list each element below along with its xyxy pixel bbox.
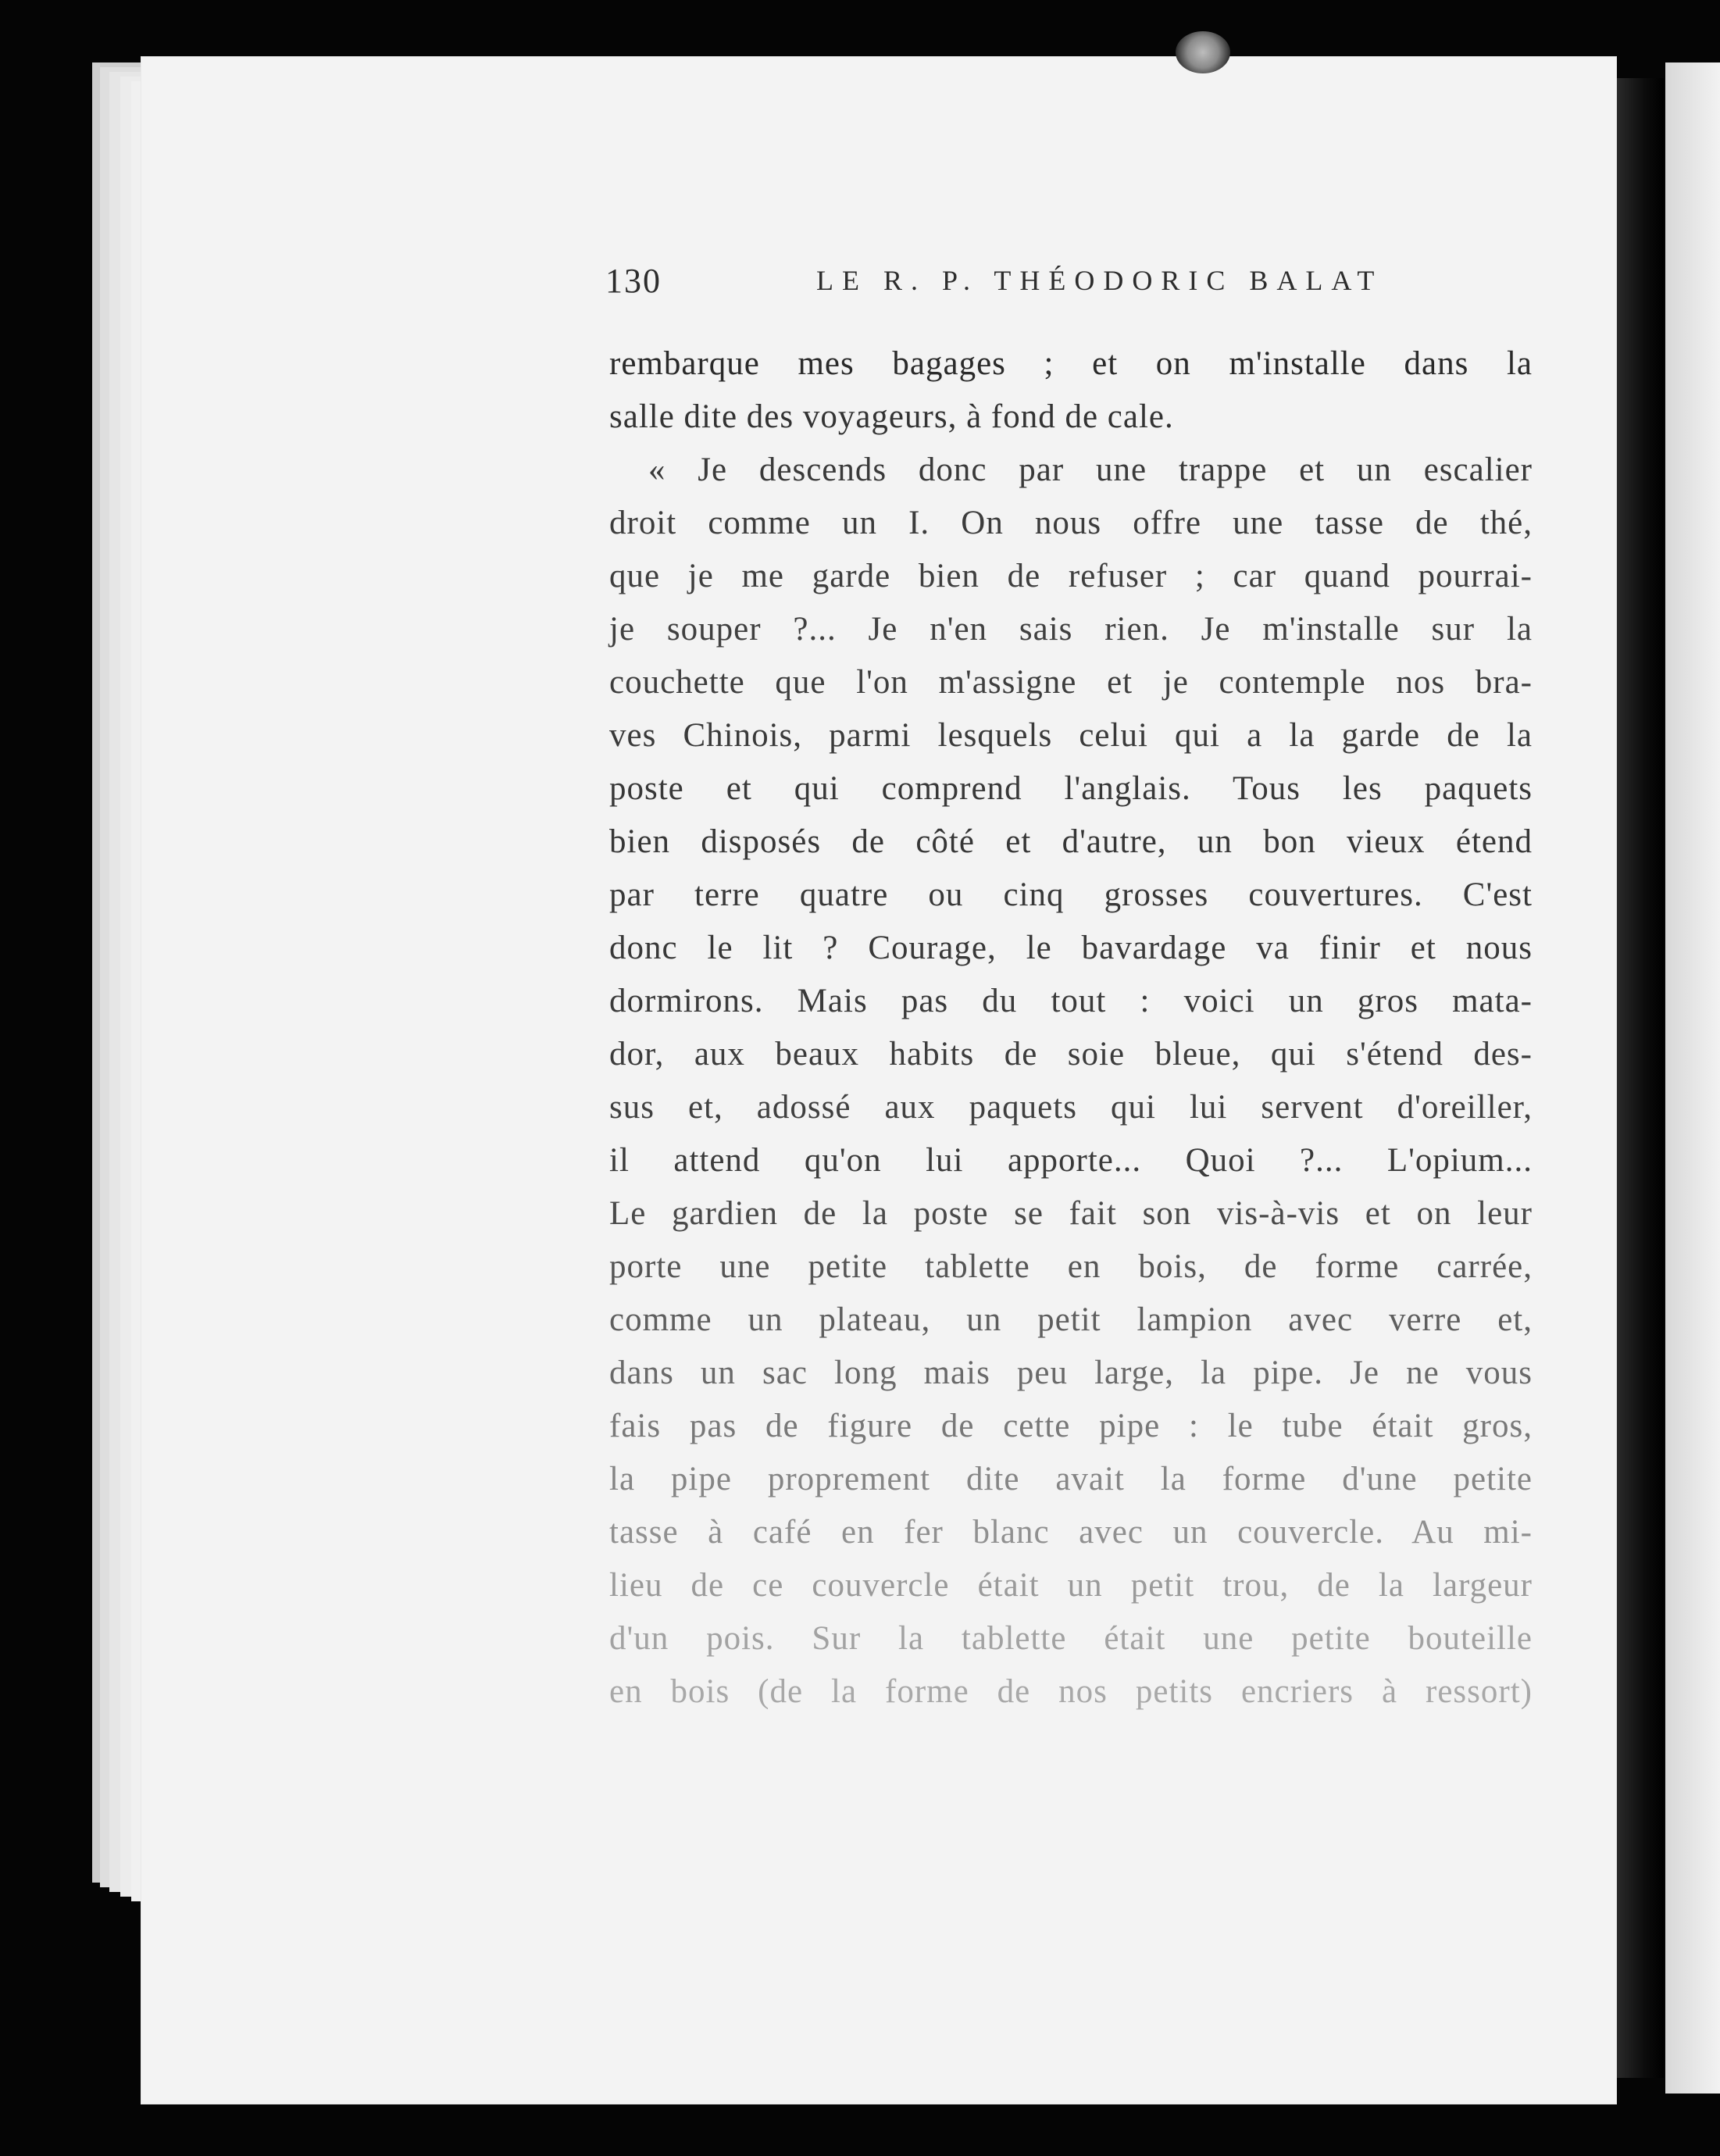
text-line: lieu de ce couvercle était un petit trou, de la largeur	[609, 1567, 1533, 1604]
text-line: dormirons. Mais pas du tout : voici un gros mata-	[609, 983, 1533, 1019]
scan-smudge	[1176, 31, 1230, 73]
running-title: LE R. P. THÉODORIC BALAT	[816, 265, 1383, 296]
text-line: rembarque mes bagages ; et on m'installe dans la	[609, 345, 1533, 382]
text-line: porte une petite tablette en bois, de forme carrée,	[609, 1248, 1533, 1285]
text-line: en bois (de la forme de nos petits encriers à ressort)	[609, 1673, 1533, 1710]
text-line: comme un plateau, un petit lampion avec verre et,	[609, 1301, 1533, 1338]
text-line: par terre quatre ou cinq grosses couvertures. C'est	[609, 876, 1533, 913]
text-line: que je me garde bien de refuser ; car quand pourrai-	[609, 558, 1533, 594]
text-line: ves Chinois, parmi lesquels celui qui a la garde de la	[609, 717, 1533, 754]
text-line: bien disposés de côté et d'autre, un bon vieux étend	[609, 823, 1533, 860]
text-line: dor, aux beaux habits de soie bleue, qui s'étend des-	[609, 1036, 1533, 1073]
text-line: poste et qui comprend l'anglais. Tous les paquets	[609, 770, 1533, 807]
text-line: « Je descends donc par une trappe et un escalier	[648, 452, 1533, 488]
page-header	[605, 261, 1543, 308]
text-line: dans un sac long mais peu large, la pipe. Je ne vous	[609, 1355, 1533, 1391]
text-line: sus et, adossé aux paquets qui lui servent d'oreiller,	[609, 1089, 1533, 1126]
page-number: 130	[605, 262, 662, 300]
text-line: d'un pois. Sur la tablette était une petite bouteille	[609, 1620, 1533, 1657]
text-line: salle dite des voyageurs, à fond de cale.	[609, 398, 1174, 435]
text-line: donc le lit ? Courage, le bavardage va finir et nous	[609, 930, 1533, 966]
text-line: il attend qu'on lui apporte... Quoi ?... L'opium...	[609, 1142, 1533, 1179]
text-line: fais pas de figure de cette pipe : le tube était gros,	[609, 1408, 1533, 1444]
body-text	[609, 337, 1533, 1719]
text-line: la pipe proprement dite avait la forme d'une petite	[609, 1461, 1533, 1497]
text-line: droit comme un I. On nous offre une tasse de thé,	[609, 505, 1533, 541]
text-line: Le gardien de la poste se fait son vis-à-vis et on leur	[609, 1195, 1533, 1232]
text-line: couchette que l'on m'assigne et je contemple nos bra-	[609, 664, 1533, 701]
book-spine	[1617, 78, 1664, 2078]
text-line: je souper ?... Je n'en sais rien. Je m'installe sur la	[609, 611, 1533, 648]
text-line: tasse à café en fer blanc avec un couvercle. Au mi-	[609, 1514, 1533, 1551]
facing-page-edge	[1665, 62, 1720, 2094]
